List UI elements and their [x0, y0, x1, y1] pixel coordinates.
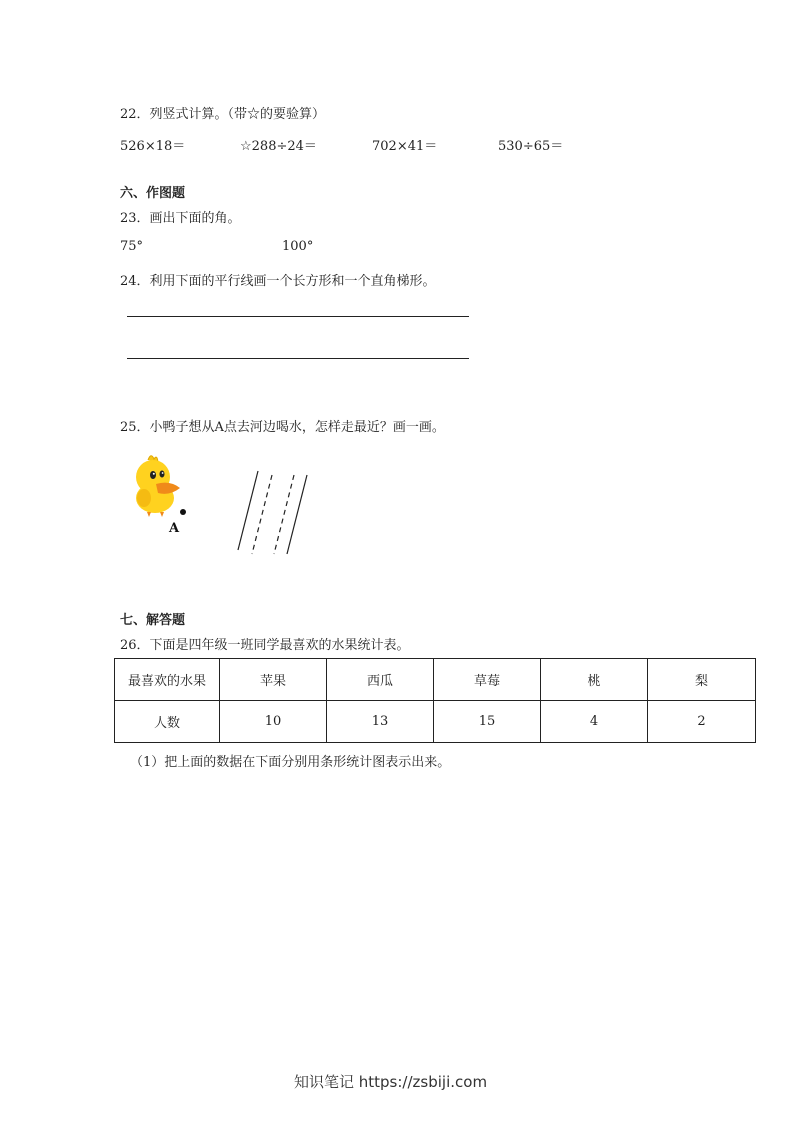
q23-angle-100: 100° — [282, 239, 314, 254]
q26-sub-1: （1）把上面的数据在下面分别用条形统计图表示出来。 — [130, 755, 451, 770]
table-cell: 4 — [541, 701, 648, 743]
duckling-icon — [136, 456, 180, 517]
q22-title: 22．列竖式计算。（带☆的要验算） — [120, 107, 326, 122]
parallel-line-bottom — [127, 358, 469, 359]
point-a-label: A — [169, 521, 180, 536]
q23-angle-75: 75° — [120, 239, 144, 254]
q23-title: 23．画出下面的角。 — [120, 211, 241, 226]
footer-watermark: 知识笔记 https://zsbiji.com — [294, 1073, 488, 1091]
river-dash-2 — [274, 475, 294, 554]
table-cell: 苹果 — [220, 659, 327, 701]
q24-title: 24．利用下面的平行线画一个长方形和一个直角梯形。 — [120, 274, 436, 289]
duck-river-figure — [120, 448, 320, 576]
table-row — [115, 701, 756, 743]
table-cell: 15 — [434, 701, 541, 743]
q22-problem-3: 702×41＝ — [372, 139, 438, 154]
q22-problem-1: 526×18＝ — [120, 139, 186, 154]
table-cell: 10 — [220, 701, 327, 743]
table-cell: 草莓 — [434, 659, 541, 701]
q25-title: 25．小鸭子想从A点去河边喝水，怎样走最近？画一画。 — [120, 420, 445, 435]
section-7-heading: 七、解答题 — [120, 613, 186, 628]
table-cell: 2 — [648, 701, 756, 743]
table-cell: 西瓜 — [327, 659, 434, 701]
table-cell: 梨 — [648, 659, 756, 701]
river-dash-1 — [252, 475, 272, 554]
table-cell: 最喜欢的水果 — [115, 659, 220, 701]
river-bank-right — [287, 475, 307, 554]
section-6-heading: 六、作图题 — [120, 186, 186, 201]
table-cell: 13 — [327, 701, 434, 743]
q22-problem-2: ☆288÷24＝ — [240, 139, 317, 154]
table-header-row — [115, 659, 756, 701]
table-cell: 桃 — [541, 659, 648, 701]
q22-problem-4: 530÷65＝ — [498, 139, 564, 154]
q26-title: 26．下面是四年级一班同学最喜欢的水果统计表。 — [120, 638, 410, 653]
parallel-line-top — [127, 316, 469, 317]
table-cell: 人数 — [115, 701, 220, 743]
point-a-marker — [180, 509, 186, 515]
fruit-stats-table — [114, 658, 756, 743]
river-lines — [238, 471, 307, 554]
river-bank-left — [238, 471, 258, 550]
